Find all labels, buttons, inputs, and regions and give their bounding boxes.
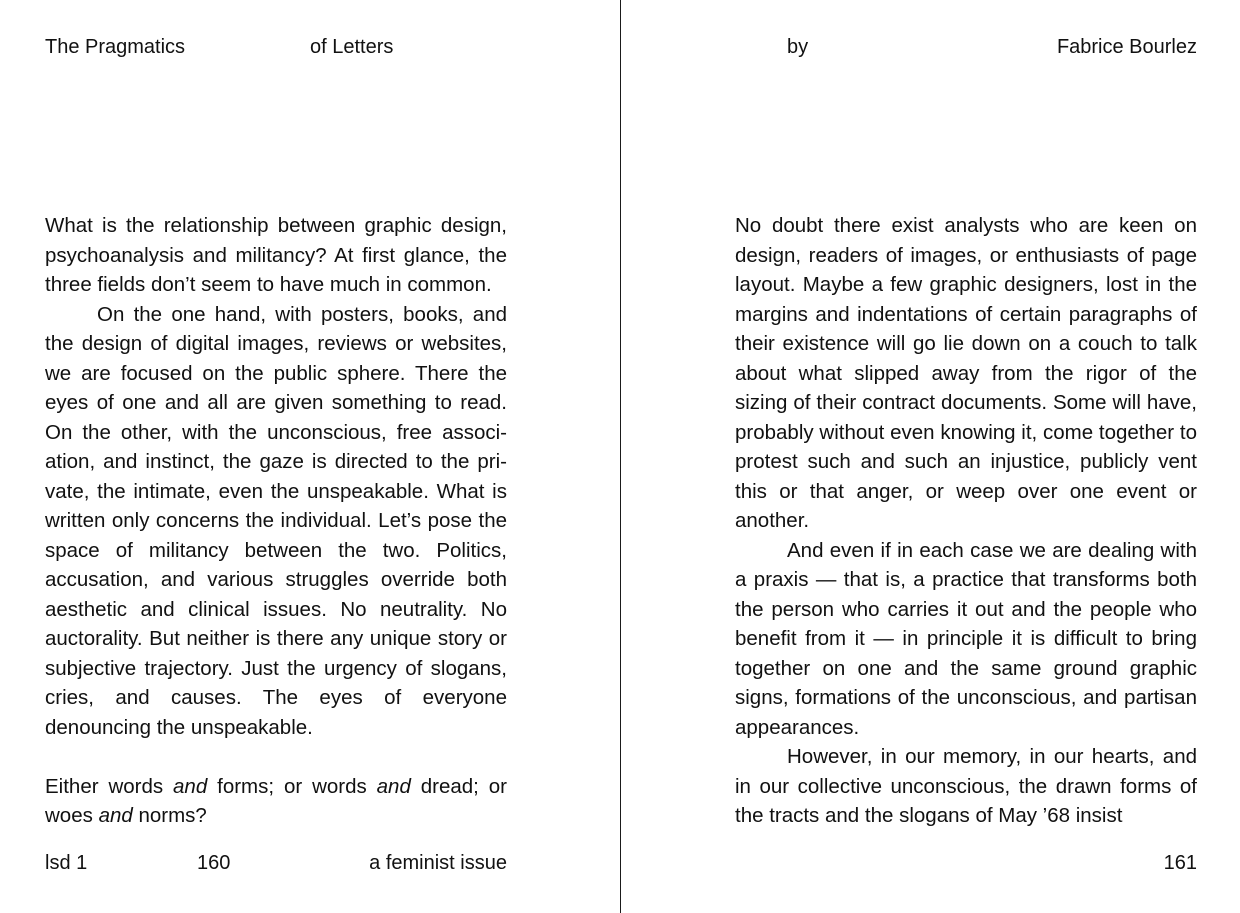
paragraph: What is the relationship between graphic design, psychoanalysis and militancy? At first glance, the three fields don’t seem to have much in common. bbox=[45, 214, 507, 296]
paragraph: No doubt there exist analysts who are keen on design, readers of images, or enthusiasts of page layout. Maybe a few graphic designers, lost in the margins and indentations of certain paragraphs of their existence will go lie down on a couch to talk about what slipped away from the rigor of the sizing of their contract documents. Some will have, probably without even knowing it, come together to protest such and such an injustice, publicly vent this or that anger, or weep over one event or another. bbox=[735, 214, 1197, 532]
closing-question bbox=[45, 772, 507, 831]
right-body-text bbox=[735, 211, 1197, 831]
left-page bbox=[45, 0, 507, 913]
running-head-title-part1: The Pragmatics bbox=[45, 36, 186, 58]
question-emphasis: and bbox=[98, 804, 133, 827]
question-emphasis: and bbox=[376, 774, 411, 798]
footer-issue: a feminist issue bbox=[369, 852, 507, 874]
footer-page-number: 161 bbox=[1163, 852, 1197, 874]
footer-page-number: 160 bbox=[197, 852, 231, 874]
paragraph: However, in our memory, in our hearts, and in our collective unconscious, the drawn forms of the tracts and the slogans of May ’68 insist bbox=[735, 745, 1197, 827]
running-head-by: by bbox=[787, 36, 809, 58]
left-body-text bbox=[45, 211, 507, 831]
paragraph: On the one hand, with posters, books, and the design of digital images, reviews or websites, we are focused on the public sphere. There the eyes of one and all are given something to read. On the other, with the unconscious, free association, and instinct, the gaze is directed to the private, the intimate, even the unspeakable. What is written only concerns the individual. Let’s pose the space of militancy between the two. Politics, accusation, and various struggles override both aesthetic and clinical issues. No neutrality. No auctorality. But neither is there any unique story or subjective trajectory. Just the urgency of slogans, cries, and causes. The eyes of everyone denouncing the unspeakable. bbox=[45, 302, 507, 739]
question-text: forms; or words bbox=[207, 774, 377, 798]
question-text: norms? bbox=[132, 804, 207, 827]
running-head-author: Fabrice Bourlez bbox=[1056, 36, 1197, 58]
question-emphasis: and bbox=[173, 774, 208, 798]
footer-journal: lsd 1 bbox=[45, 852, 88, 874]
page-gutter-divider bbox=[620, 0, 621, 913]
question-text: Either words bbox=[45, 774, 174, 798]
question-text: dread; or woes bbox=[45, 774, 507, 827]
paragraph: And even if in each case we are dealing with a praxis — that is, a practice that transforms both the person who carries it out and the people who benefit from it — in principle it is difficult to bring together on one and the same ground graphic signs, formations of the unconscious, and partisan appearances. bbox=[735, 538, 1197, 739]
running-head-title-part2: of Letters bbox=[310, 36, 394, 58]
right-page bbox=[735, 0, 1197, 913]
